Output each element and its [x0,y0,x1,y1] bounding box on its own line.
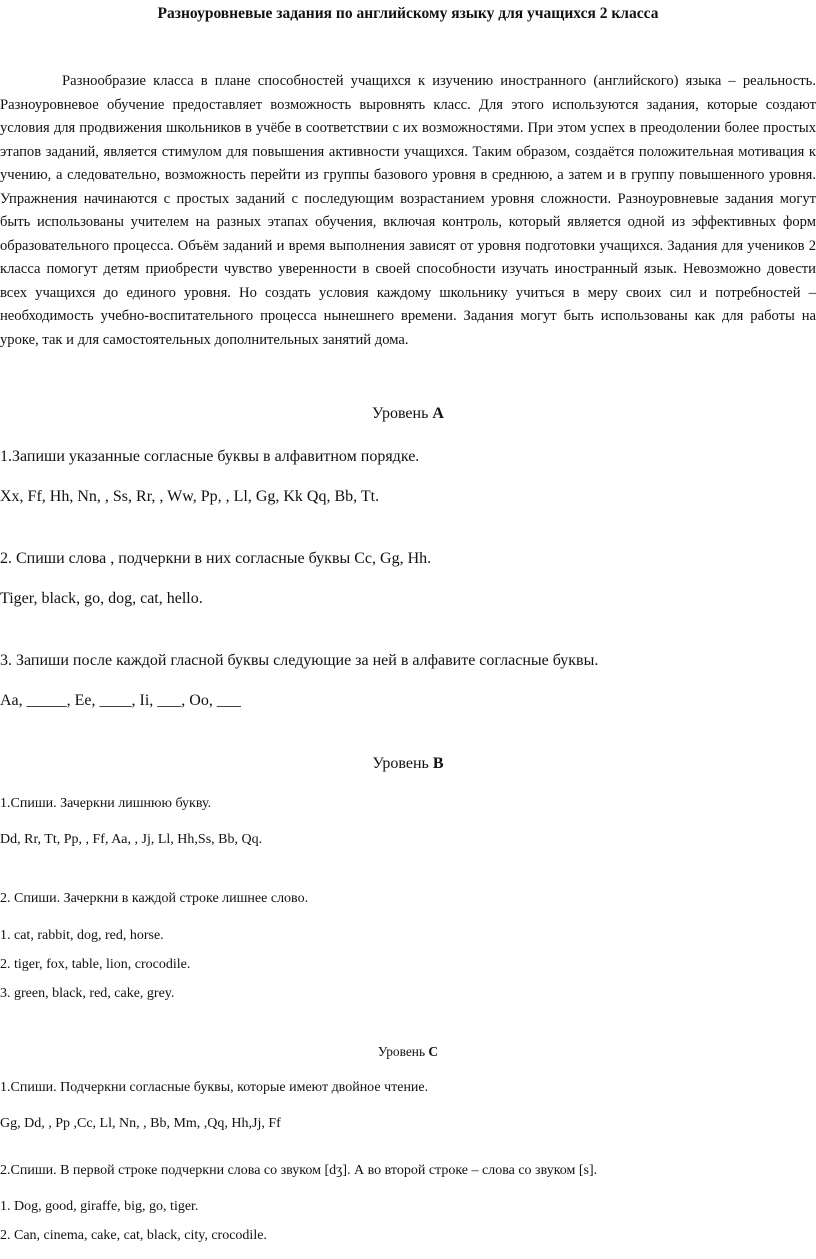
level-b-heading [0,755,816,773]
level-b-task2-line: 3. green, black, red, cake, grey. [0,986,175,1001]
level-c-task1-instruction: 1.Спиши. Подчеркни согласные буквы, которые имеют двойное чтение. [0,1080,429,1095]
page-title: Разноуровневые задания по английскому языку для учащихся 2 класса [157,5,659,22]
level-b-task2-instruction: 2. Спиши. Зачеркни в каждой строке лишнее слово. [0,891,309,906]
level-a-task2-instruction: 2. Спиши слова , подчеркни в них согласные буквы Cc, Gg, Hh. [0,550,432,567]
level-b-task1-instruction: 1.Спиши. Зачеркни лишнюю букву. [0,796,212,811]
level-letter: A [432,405,444,422]
level-word: Уровень [372,405,429,422]
level-word: Уровень [377,1044,426,1059]
level-c-task2-line: 2. Can, cinema, cake, cat, black, city, crocodile. [0,1228,267,1243]
level-a-task2-content: Tiger, black, go, dog, cat, hello. [0,590,203,607]
level-b-task2-line: 2. tiger, fox, table, lion, crocodile. [0,957,191,972]
level-letter: C [428,1044,439,1059]
level-c-task2-line: 1. Dog, good, giraffe, big, go, tiger. [0,1199,199,1214]
level-a-heading [0,405,816,423]
intro-paragraph: Разнообразие класса в плане способностей учащихся к изучению иностранного (английского) языка – реальность. Разноуровневое обучение предоставляет возможность выровнять класс. Для этого используются задания, которые создают условия для продвижения школьников в учёбе в соответствии с их возможностями. При этом успех в преодолении более простых этапов заданий, является стимулом для повышения активности учащихся. Таким образом, создаётся положительная мотивация к учению, а следовательно, возможность перейти из группы базового уровня в среднюю, а затем и в группу повышенного уровня. Упражнения начинаются с простых заданий с последующим возрастанием уровня сложности. Разноуровневые задания могут быть использованы учителем на разных этапах обучения, включая контроль, который является одной из эффективных форм образовательного процесса. Объём заданий и время выполнения зависят от уровня подготовки учащихся. Задания для учеников 2 класса помогут детям приобрести чувство уверенности в своей способности изучать иностранный язык. Невозможно довести всех учащихся до единого уровня. Но создать условия каждому школьнику учиться в меру своих сил и потребностей –необходимость учебно-воспитательного процесса нынешнего времени. Задания могут быть использованы как для работы на уроке, так и для самостоятельных дополнительных занятий дома. [0,73,816,348]
level-a-task1-content: Xx, Ff, Hh, Nn, , Ss, Rr, , Ww, Pp, , Ll, Gg, Kk Qq, Bb, Tt. [0,488,380,505]
level-b-task1-content: Dd, Rr, Tt, Pp, , Ff, Aa, , Jj, Ll, Hh,Ss, Bb, Qq. [0,832,263,847]
level-b-task2-line: 1. cat, rabbit, dog, red, horse. [0,928,164,943]
level-a-task1-instruction: 1.Запиши указанные согласные буквы в алфавитном порядке. [0,448,420,465]
level-letter: B [432,755,444,772]
level-a-task3-instruction: 3. Запиши после каждой гласной буквы следующие за ней в алфавите согласные буквы. [0,652,599,669]
level-c-heading [0,1044,816,1060]
level-c-task1-content: Gg, Dd, , Pp ,Cc, Ll, Nn, , Bb, Mm, ,Qq, Hh,Jj, Ff [0,1116,281,1131]
level-c-task2-instruction: 2.Спиши. В первой строке подчеркни слова со звуком [dʒ]. А во второй строке – слова со звуком [s]. [0,1163,598,1178]
level-word: Уровень [372,755,429,772]
level-a-task3-content: Aa, _____, Ee, ____, Ii, ___, Oo, ___ [0,692,241,709]
